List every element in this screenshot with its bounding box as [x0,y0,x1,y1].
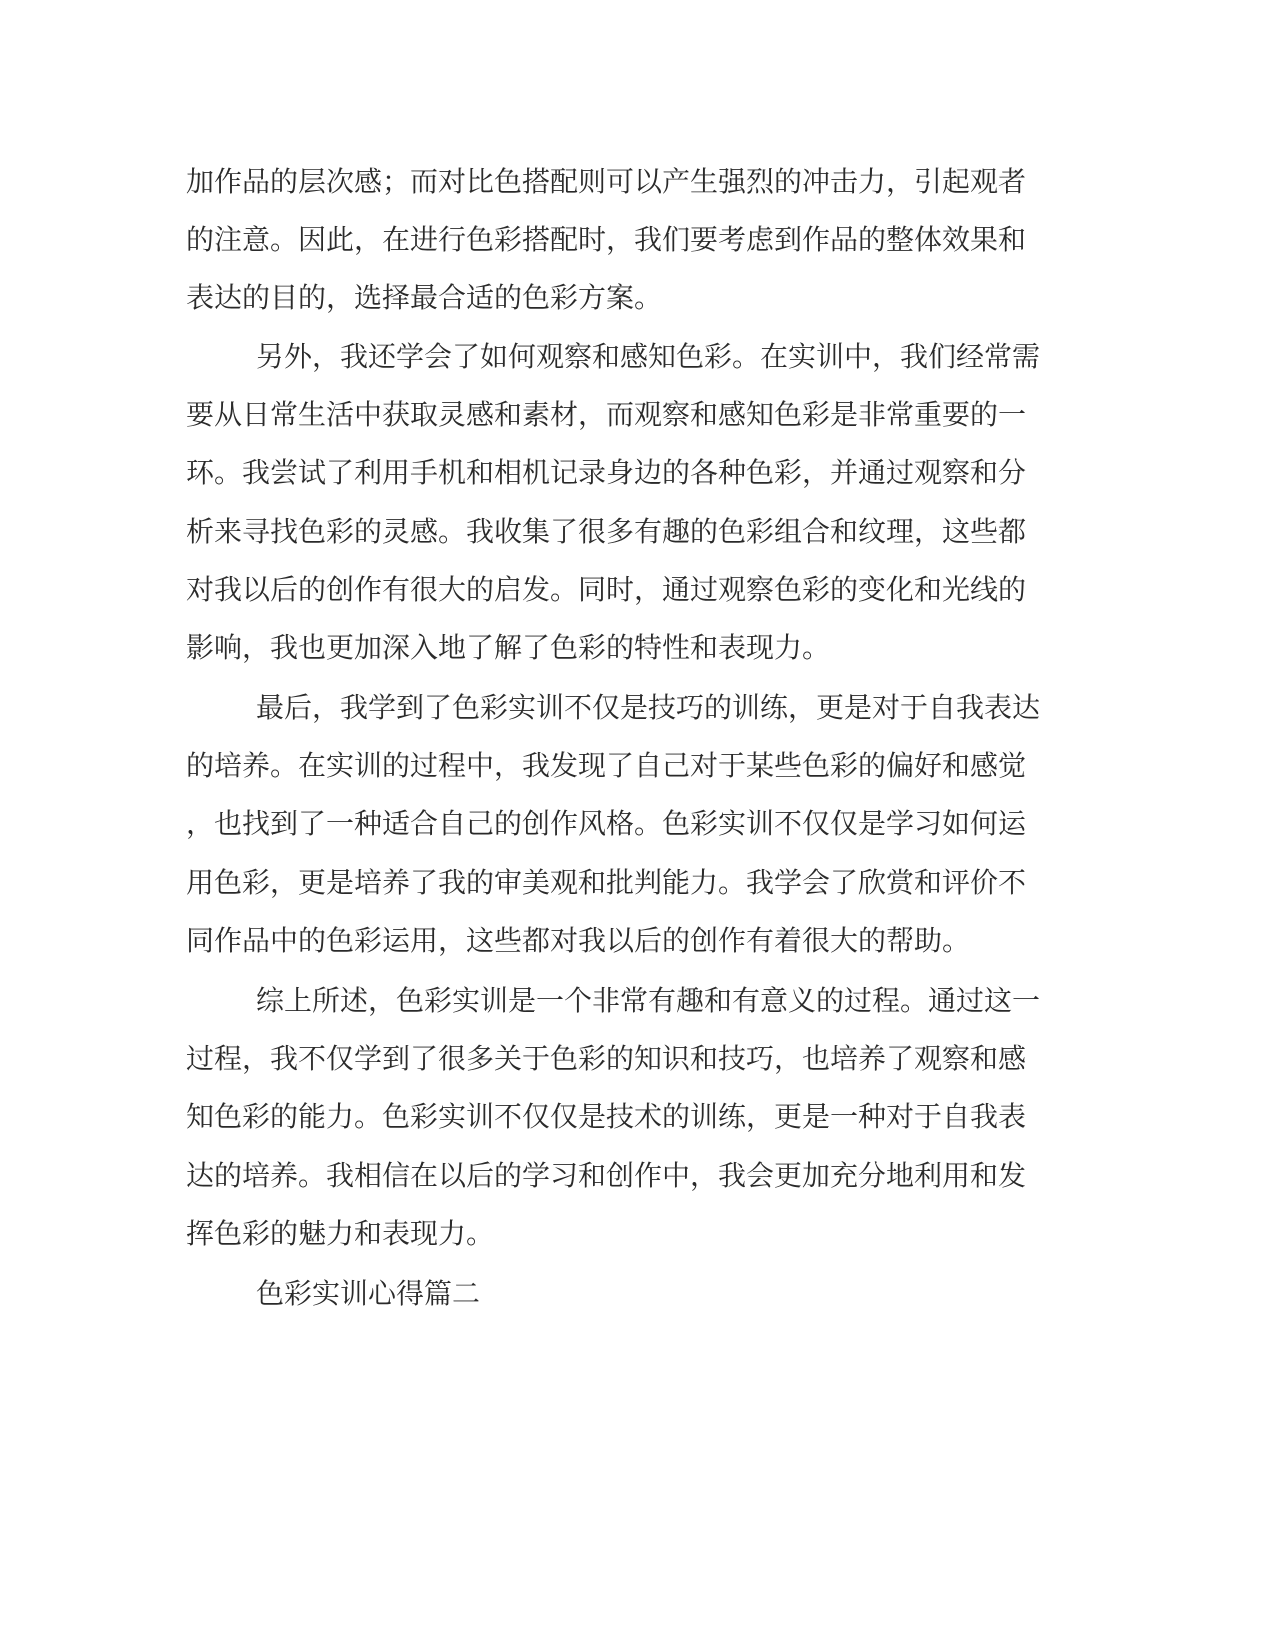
text-line: 对我以后的创作有很大的启发。同时，通过观察色彩的变化和光线的 [186,573,1027,606]
text-line: 过程，我不仅学到了很多关于色彩的知识和技巧，也培养了观察和感 [186,1042,1027,1075]
text-line: 同作品中的色彩运用，这些都对我以后的创作有着很大的帮助。 [186,924,971,957]
text-line: 知色彩的能力。色彩实训不仅仅是技术的训练，更是一种对于自我表 [186,1100,1027,1133]
section-heading: 色彩实训心得篇二 [256,1277,481,1310]
text-line: 要从日常生活中获取灵感和素材，而观察和感知色彩是非常重要的一 [186,398,1027,431]
text-line: 影响，我也更加深入地了解了色彩的特性和表现力。 [186,631,831,664]
text-line: 析来寻找色彩的灵感。我收集了很多有趣的色彩组合和纹理，这些都 [186,515,1027,548]
text-line: 环。我尝试了利用手机和相机记录身边的各种色彩，并通过观察和分 [186,456,1027,489]
text-line: 的培养。在实训的过程中，我发现了自己对于某些色彩的偏好和感觉 [186,749,1027,782]
text-line: 另外，我还学会了如何观察和感知色彩。在实训中，我们经常需 [256,340,1041,373]
text-line: 挥色彩的魅力和表现力。 [186,1217,495,1250]
text-line: 最后，我学到了色彩实训不仅是技巧的训练，更是对于自我表达 [256,691,1041,724]
text-line: 用色彩，更是培养了我的审美观和批判能力。我学会了欣赏和评价不 [186,866,1027,899]
text-line: 加作品的层次感；而对比色搭配则可以产生强烈的冲击力，引起观者 [186,165,1027,198]
text-line: 表达的目的，选择最合适的色彩方案。 [186,281,663,314]
text-line: 的注意。因此，在进行色彩搭配时，我们要考虑到作品的整体效果和 [186,223,1027,256]
text-line: 综上所述，色彩实训是一个非常有趣和有意义的过程。通过这一 [256,984,1041,1017]
text-line: ，也找到了一种适合自己的创作风格。色彩实训不仅仅是学习如何运 [186,807,1027,840]
text-line: 达的培养。我相信在以后的学习和创作中，我会更加充分地利用和发 [186,1159,1027,1192]
